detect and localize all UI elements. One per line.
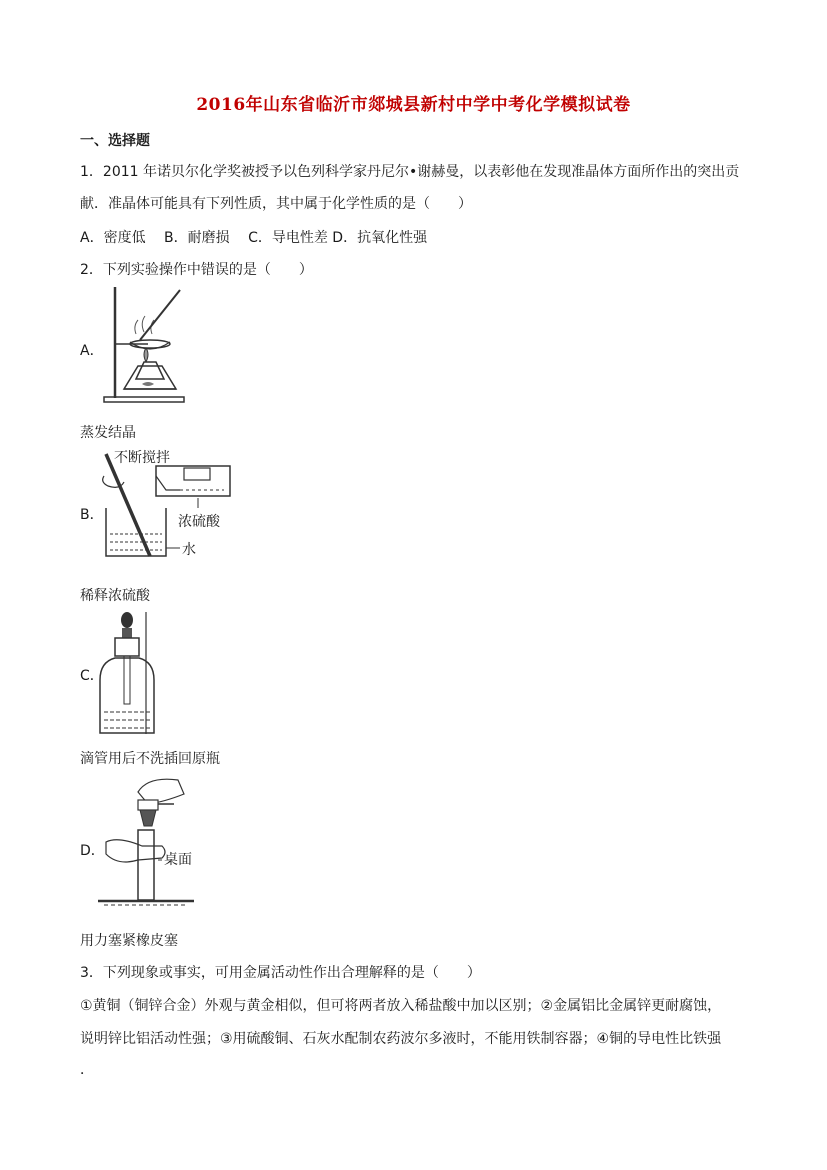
q1-stem-line2: 献．准晶体可能具有下列性质，其中属于化学性质的是（ ） bbox=[80, 196, 472, 212]
q2-option-c-caption: 滴管用后不洗插回原瓶 bbox=[80, 751, 220, 767]
q2-option-b-caption: 稀释浓硫酸 bbox=[80, 588, 150, 604]
q2-option-d-label: D． bbox=[80, 843, 105, 859]
dropper-bottle-figure bbox=[98, 608, 168, 738]
q2-option-a-label: A． bbox=[80, 343, 104, 359]
q2-option-b-label: B． bbox=[80, 507, 104, 523]
stir-label: 不断搅拌 bbox=[114, 450, 170, 466]
q1-options: A．密度低 B．耐磨损 C．导电性差 D．抗氧化性强 bbox=[80, 230, 428, 246]
q2-option-c-label: C． bbox=[80, 668, 104, 684]
concentrated-acid-label: 浓硫酸 bbox=[178, 514, 220, 530]
dilute-acid-figure bbox=[96, 446, 236, 562]
section-heading: 一、选择题 bbox=[80, 133, 150, 149]
evaporation-figure bbox=[100, 284, 190, 404]
q2-option-d-caption: 用力塞紧橡皮塞 bbox=[80, 933, 178, 949]
water-label: 水 bbox=[182, 542, 196, 558]
q1-stem-line1: 1．2011 年诺贝尔化学奖被授予以色列科学家丹尼尔•谢赫曼，以表彰他在发现准晶体方面所作出的突出贡 bbox=[80, 164, 740, 180]
q3-line1: ①黄铜（铜锌合金）外观与黄金相似，但可将两者放入稀盐酸中加以区别；②金属铝比金属锌更耐腐蚀， bbox=[80, 998, 722, 1014]
stopper-tube-figure bbox=[98, 774, 208, 910]
q3-line2: 说明锌比铝活动性强；③用硫酸铜、石灰水配制农药波尔多液时，不能用铁制容器；④铜的导电性比铁强 bbox=[80, 1031, 722, 1047]
document-title: 2016年山东省临沂市郯城县新村中学中考化学模拟试卷 bbox=[196, 95, 631, 115]
q2-option-a-caption: 蒸发结晶 bbox=[80, 425, 136, 441]
q3-stem: 3．下列现象或事实，可用金属活动性作出合理解释的是（ ） bbox=[80, 965, 481, 981]
table-label: 桌面 bbox=[164, 852, 192, 868]
q2-stem: 2．下列实验操作中错误的是（ ） bbox=[80, 262, 313, 278]
q3-line3: ． bbox=[80, 1062, 94, 1078]
